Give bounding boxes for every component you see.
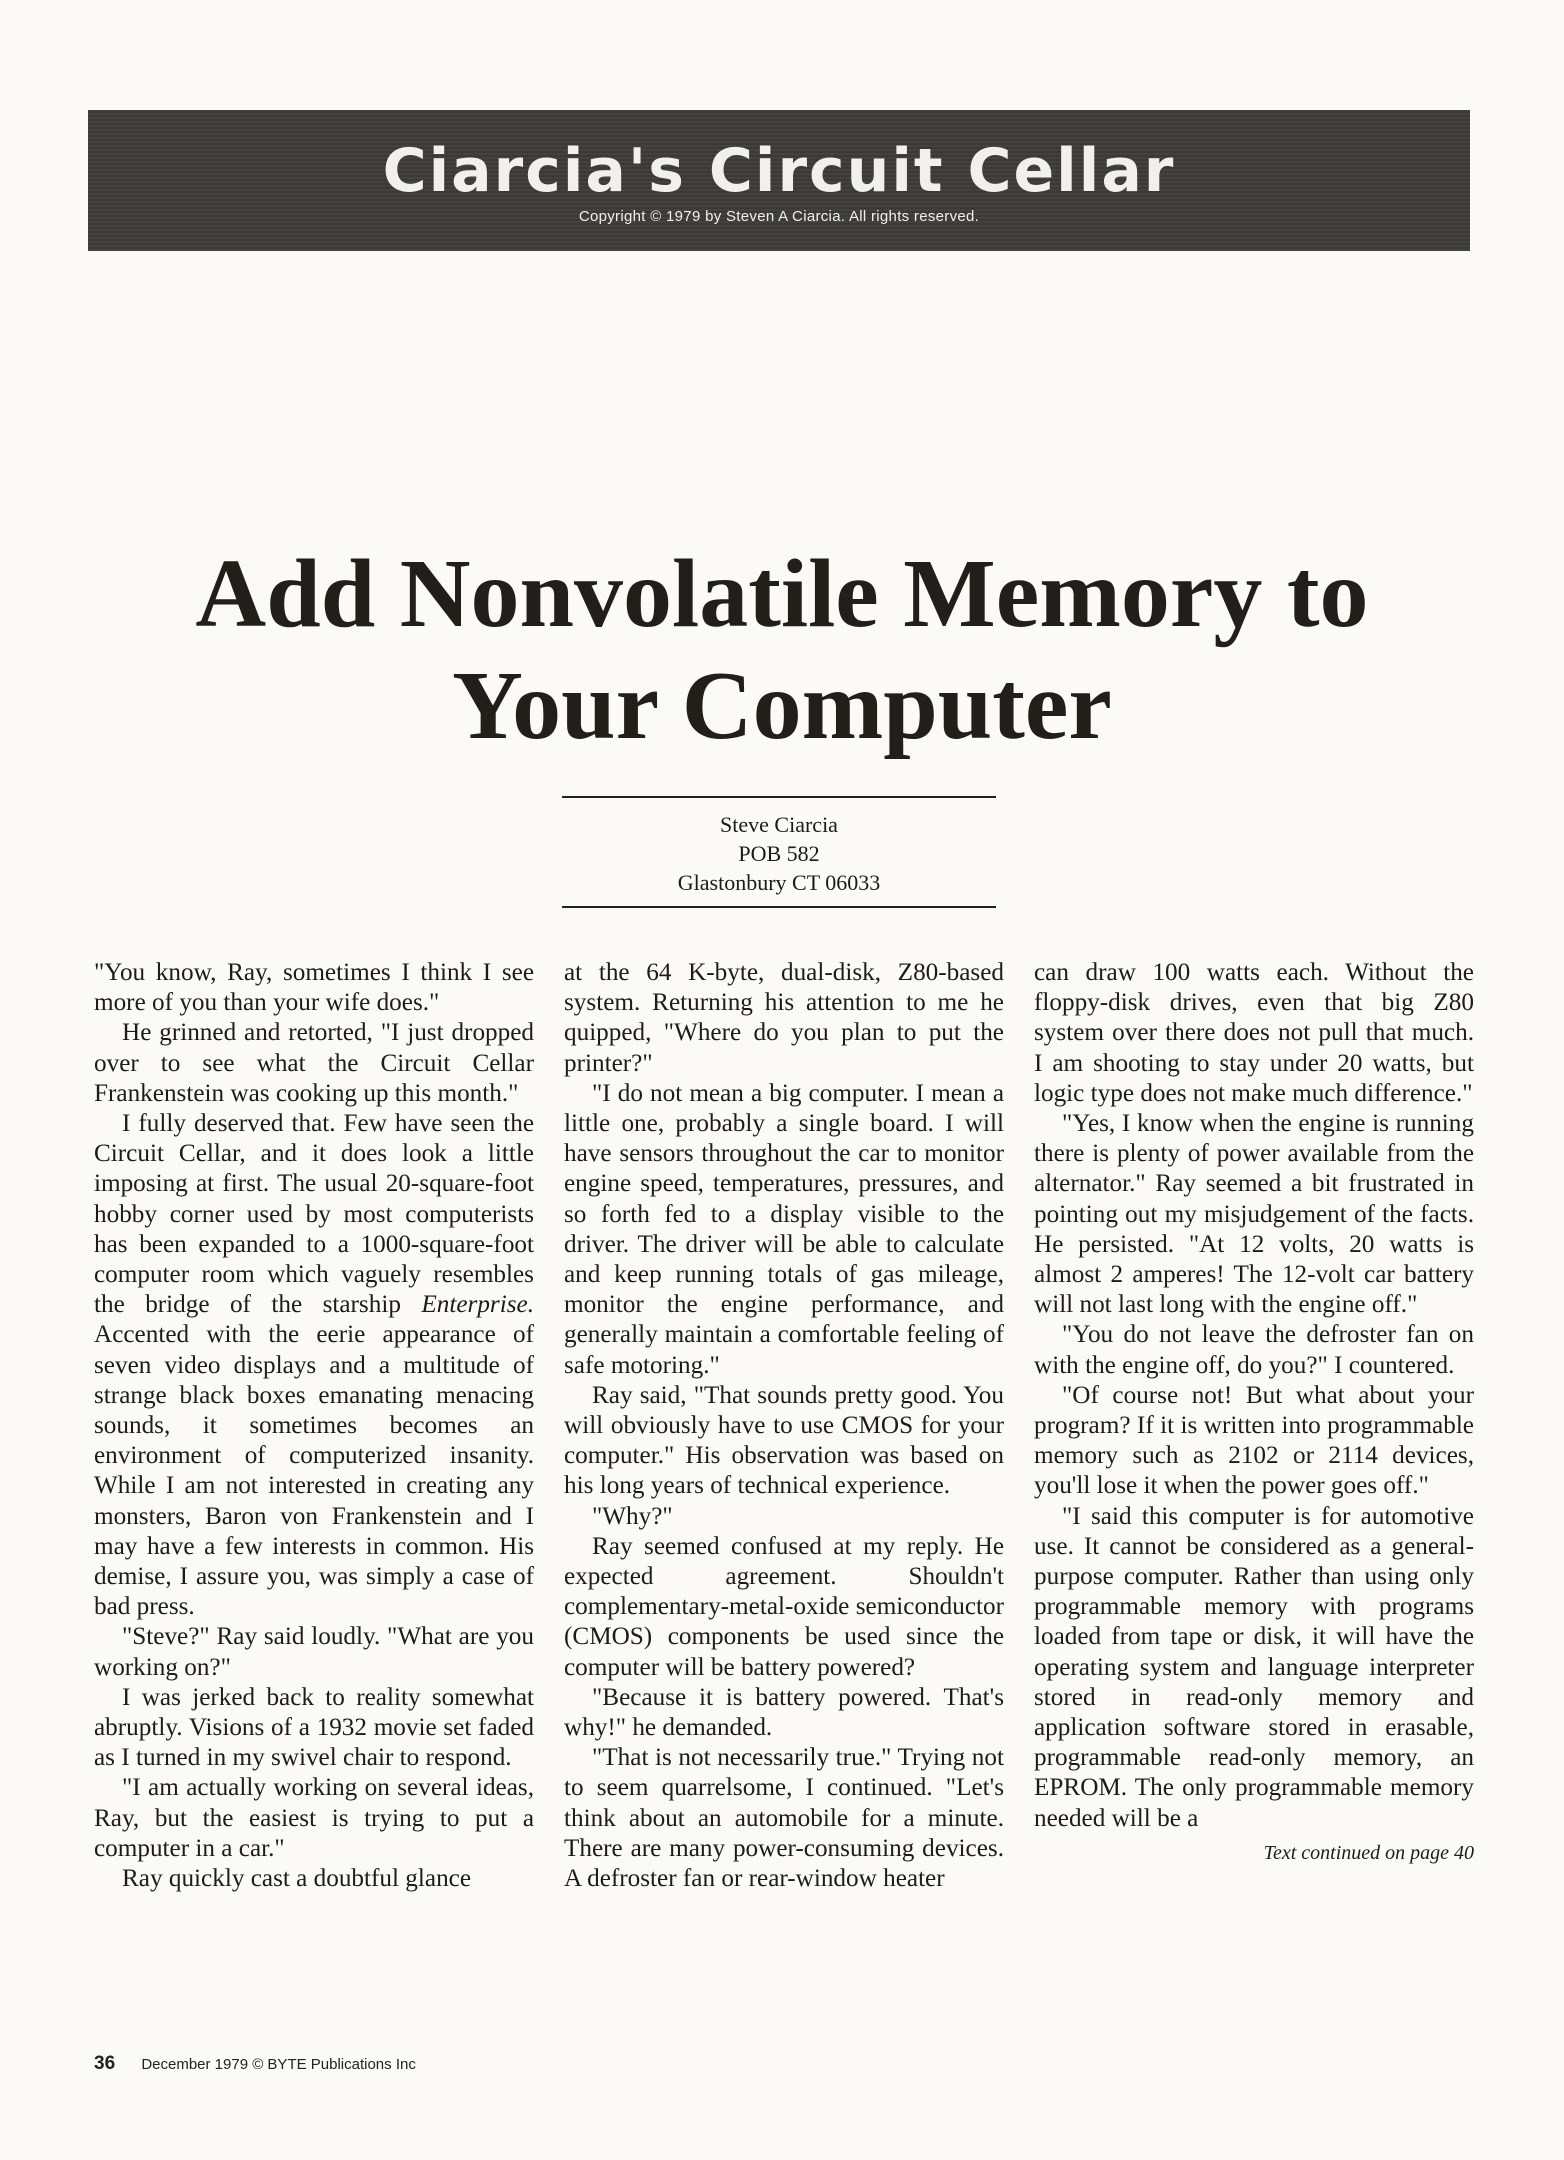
- author-address-line-2: Glastonbury CT 06033: [677, 870, 881, 895]
- page-number: 36: [94, 2053, 116, 2074]
- article-headline: [80, 538, 1484, 762]
- paragraph: "I said this computer is for automotive use. It cannot be considered as a general-purpose computer. Rather than using only programmable memory with programs loaded from tape or disk, it will have the operating system and language interpreter stored in read-only memory and application software stored in erasable, programmable read-only memory, an EPROM. The only programmable memory needed will be a: [1034, 1502, 1474, 1832]
- banner-copyright: Copyright © 1979 by Steven A Ciarcia. All rights reserved.: [578, 208, 980, 225]
- paragraph-continuation: can draw 100 watts each. Without the floppy-disk drives, even that big Z80 system over there does not pull that much. I am shooting to stay under 20 watts, but logic type does not make much difference.": [1034, 959, 1474, 1107]
- paragraph: "Yes, I know when the engine is running there is plenty of power available from the alternator." Ray seemed a bit frustrated in pointing out my misjudgement of the facts. He persisted. "At 12 volts, 20 watts is almost 2 amperes! The 12-volt car battery will not last long with the engine off.": [1034, 1110, 1474, 1319]
- paragraph: "I do not mean a big computer. I mean a little one, probably a single board. I will have sensors throughout the car to monitor engine speed, temperatures, pressures, and so forth fed to a display visible to the driver. The driver will be able to calculate and keep running totals of gas mileage, monitor the engine performance, and generally maintain a comfortable feeling of safe motoring.": [564, 1079, 1004, 1379]
- paragraph: "I am actually working on several ideas, Ray, but the easiest is trying to put a computer in a car.": [94, 1774, 534, 1862]
- paragraph-text: Accented with the eerie appearance of seven video displays and a multitude of strange black boxes emanating menacing sounds, it sometimes becomes an environment of computerized insanity. While I am not interested in creating any monsters, Baron von Frankenstein and I may have a few interests in common. His demise, I assure you, was simply a case of bad press.: [94, 1321, 534, 1621]
- article-column-2: [564, 958, 1004, 1894]
- author-byline: [562, 796, 996, 908]
- paragraph: "You know, Ray, sometimes I think I see more of you than your wife does.": [94, 959, 534, 1017]
- paragraph: "Of course not! But what about your program? If it is written into programmable memory such as 2102 or 2114 devices, you'll lose it when the power goes off.": [1034, 1381, 1474, 1500]
- author-name: Steve Ciarcia: [720, 812, 838, 837]
- headline-line-2: Your Computer: [452, 652, 1112, 760]
- paragraph: Ray seemed confused at my reply. He expected agreement. Shouldn't complementary-metal-oxide semiconductor (CMOS) components be used since the computer will be battery powered?: [564, 1532, 1004, 1681]
- paragraph: I was jerked back to reality somewhat abruptly. Visions of a 1932 movie set faded as I turned in my swivel chair to respond.: [94, 1683, 534, 1772]
- banner-title: Ciarcia's Circuit Cellar: [382, 136, 1176, 206]
- paragraph: "You do not leave the defroster fan on with the engine off, do you?" I countered.: [1034, 1321, 1474, 1379]
- paragraph-continuation: at the 64 K-byte, dual-disk, Z80-based system. Returning his attention to me he quipped, "Where do you plan to put the printer?": [564, 959, 1004, 1077]
- author-address-line-1: POB 582: [738, 841, 820, 866]
- paragraph: "Why?": [592, 1502, 673, 1530]
- paragraph: He grinned and retorted, "I just dropped over to see what the Circuit Cellar Frankenstein was cooking up this month.": [94, 1019, 534, 1107]
- continuation-note: Text continued on page 40: [1263, 1841, 1474, 1864]
- column-banner: [88, 110, 1470, 251]
- paragraph: Ray said, "That sounds pretty good. You will obviously have to use CMOS for your computer." His observation was based on his long years of technical experience.: [564, 1381, 1004, 1500]
- italic-ship-name: Enterprise.: [421, 1291, 534, 1319]
- paragraph: [94, 1109, 534, 1622]
- paragraph: "Steve?" Ray said loudly. "What are you working on?": [94, 1623, 534, 1681]
- article-column-1: [94, 958, 534, 1894]
- page-footer: [94, 2053, 416, 2075]
- paragraph: "Because it is battery powered. That's why!" he demanded.: [564, 1683, 1004, 1742]
- paragraph: "That is not necessarily true." Trying not to seem quarrelsome, I continued. "Let's think about an automobile for a minute. There are many power-consuming devices. A defroster fan or rear-window heater: [564, 1744, 1004, 1893]
- headline-line-1: Add Nonvolatile Memory to: [195, 540, 1369, 648]
- article-column-3: [1034, 958, 1474, 1868]
- paragraph: Ray quickly cast a doubtful glance: [122, 1865, 472, 1893]
- paragraph-text: I fully deserved that. Few have seen the Circuit Cellar, and it does look a little imposing at first. The usual 20-square-foot hobby corner used by most computerists has been expanded to a 1000-square-foot computer room which vaguely resembles the bridge of the starship: [94, 1110, 534, 1319]
- publication-line: December 1979 © BYTE Publications Inc: [141, 2056, 416, 2073]
